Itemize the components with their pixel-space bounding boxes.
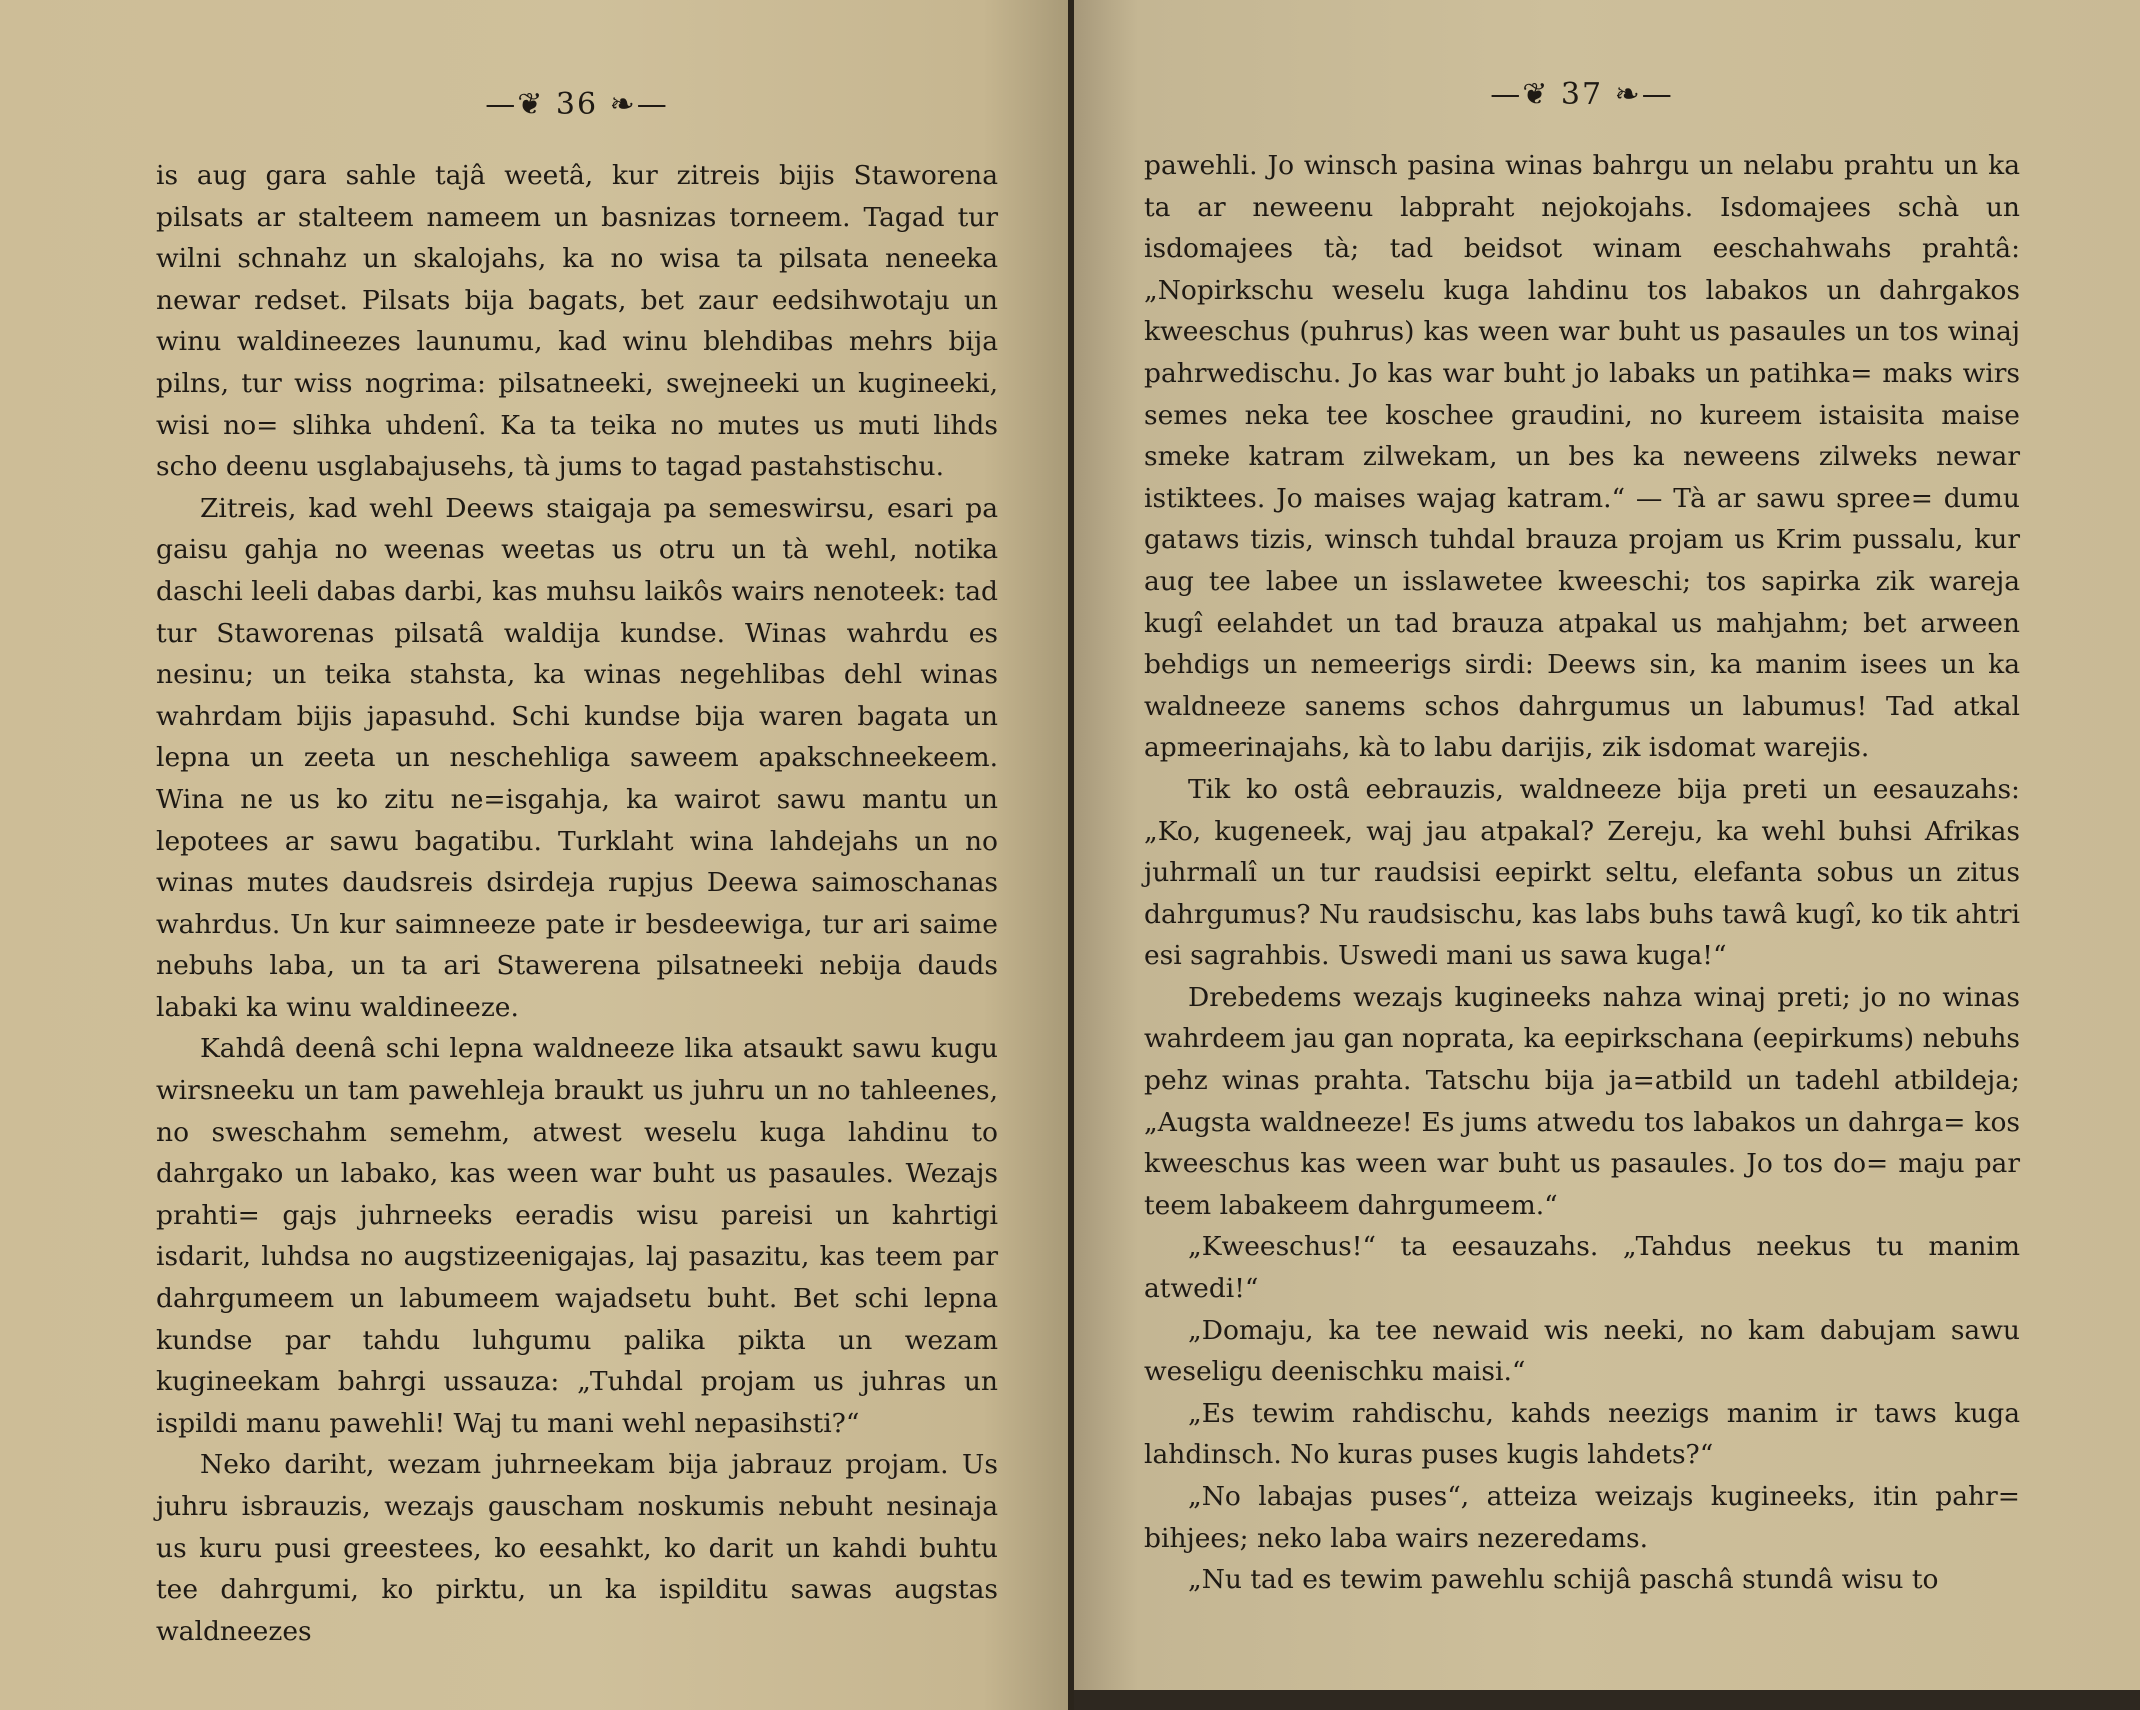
paragraph: Zitreis, kad wehl Deews staigaja pa semeswirsu, esari pa gaisu gahja no weenas weetas us otru un tà wehl, notika daschi leeli dabas darbi, kas muhsu laikôs wairs nenoteek: tad tur Staworenas pilsatâ waldija kundse. Winas wahrdu es nesinu; un teika stahsta, ka winas negehlibas dehl winas wahrdam bijis japasuhd. Schi kundse bija waren bagata un lepna un zeeta un neschehliga saweem apakschneekeem. Wina ne us ko zitu ne=isgahja, ka wairot sawu mantu un lepotees ar sawu bagatibu. Turklaht wina lahdejahs un no winas mutes daudsreis dsirdeja rupjus Deewa saimoschanas wahrdus. Un kur saimneeze pate ir besdeewiga, tur ari saime nebuhs laba, un ta ari Stawerena pilsatneeki nebija dauds labaki ka winu waldineeze. bbox=[156, 492, 998, 1023]
paragraph: „Nu tad es tewim pawehlu schijâ paschâ stundâ wisu to bbox=[1188, 1564, 1939, 1596]
page-number-header: —❦ 37 ❧— bbox=[1490, 77, 1674, 112]
left-page-text bbox=[156, 155, 998, 1652]
paragraph: „Kweeschus!“ ta eesauzahs. „Tahdus neekus tu manim atwedi!“ bbox=[1144, 1231, 2020, 1305]
paragraph: „Domaju, ka tee newaid wis neeki, no kam dabujam sawu weseligu deenischku maisi.“ bbox=[1144, 1314, 2020, 1388]
page-bottom-edge bbox=[1074, 1690, 2140, 1710]
page-number-header: —❦ 36 ❧— bbox=[485, 87, 669, 122]
paragraph: „Es tewim rahdischu, kahds neezigs manim ir taws kuga lahdinsch. No kuras puses kugis lahdets?“ bbox=[1144, 1397, 2020, 1471]
paragraph: Drebedems wezajs kugineeks nahza winaj preti; jo no winas wahrdeem jau gan noprata, ka eepirkschana (eepirkums) nebuhs pehz winas prahta. Tatschu bija ja=atbild un tadehl atbildeja; „Augsta waldneeze! Es jums atwedu tos labakos un dahrga= kos kweeschus kas ween war buht us pasaules. Jo tos do= maju par teem labakeem dahrgumeem.“ bbox=[1144, 981, 2020, 1221]
paragraph: is aug gara sahle tajâ weetâ, kur zitreis bijis Staworena pilsats ar staltеem nameem un basnizas torneem. Tagad tur wilni schnahz un skalojahs, ka no wisa ta pilsata neneeka newar redset. Pilsats bija bagats, bet zaur eedsihwotaju un winu waldineezes launumu, kad winu blehdibas mehrs bija pilns, tur wiss nogrima: pilsatneeki, swejneeki un kugineeki, wisi no= slihka uhdenî. Ka ta teika no mutes us muti lihds scho deenu usglabajusehs, tà jums to tagad pastahstischu. bbox=[156, 160, 998, 483]
paragraph: Kahdâ deenâ schi lepna waldneeze lika atsaukt sawu kugu wirsneeku un tam pawehleja braukt us juhru un no tahleenes, no swеschahm semehm, atwest weselu kuga lahdinu to dahrgako un labako, kas ween war buht us pasaules. Wezajs prahti= gajs juhrneeks eeradis wisu pareisi un kahrtigi isdarit, luhdsa no augstizeenigajas, laj pasazitu, kas teem par dahrgumeem un labumeem wajadsetu buht. Bet schi lepna kundse par tahdu luhgumu palika pikta un wezam kugineekam bahrgi ussauza: „Tuhdal projam us juhras un ispildi manu pawehli! Waj tu mani wehl nepasihsti?“ bbox=[156, 1033, 998, 1439]
paragraph: pawehli. Jo winsch pasina winas bahrgu un nelabu prahtu un ka ta ar neweenu labpraht nejokojahs. Isdomajees schà un isdomajees tà; tad beidsot winam eeschahwahs prahtâ: „Nopirkschu weselu kuga lahdinu tos labakos un dahrgakos kweeschus (puhrus) kas ween war buht us pasaules un tos winaj pahrwedischu. Jo kas war buht jo labaks un patihka= maks wirs semes neka tee koschee graudini, no kureem istaisita maise smeke katram zilwekam, un bes ka neweens zilweks newar istiktees. Jo maises wajag katram.“ — Tà ar sawu spree= dumu gataws tizis, winsch tuhdal brauza projam us Krim pussalu, kur aug tee labee un isslawetee kweeschi; tos sapirka zik wareja kugî eelahdet un tad brauza atpakal us mahjahm; bet arween behdigs un nemeerigs sirdi: Deews sin, ka manim isees un ka waldneeze sanems schos dahrgumus un labumus! Tad atkal apmeerinajahs, kà to labu darijis, zik isdomat warejis. bbox=[1144, 150, 2020, 764]
paragraph: „No labajas puses“, atteiza weizajs kugineeks, itin pahr= bihjees; neko laba wairs nezeredams. bbox=[1144, 1481, 2020, 1554]
right-page-text bbox=[1144, 145, 2020, 1601]
right-page bbox=[1074, 0, 2140, 1710]
paragraph: Neko dariht, wezam juhrneekam bija jabrauz projam. Us juhru isbrauzis, wezajs gauscham noskumis nebuht nesinaja us kuru pusi greestees, ko eesahkt, ko darit un kahdi buhtu tee dahrgumi, ko pirktu, un ka ispilditu sawas augstas waldneezes bbox=[156, 1449, 998, 1647]
paragraph: Tik ko ostâ eebrauzis, waldneeze bija preti un eesauzahs: „Ko, kugeneek, waj jau atpakal? Zereju, ka wehl buhsi Afrikas juhrmalî un tur raudsisi eepirkt seltu, elefanta sobus un zitus dahrgumus? Nu raudsischu, kas labs buhs tawâ kugî, ko tik ahtri esi sagrahbis. Uswedi mani us sawa kuga!“ bbox=[1144, 773, 2020, 972]
left-page bbox=[0, 0, 1068, 1710]
